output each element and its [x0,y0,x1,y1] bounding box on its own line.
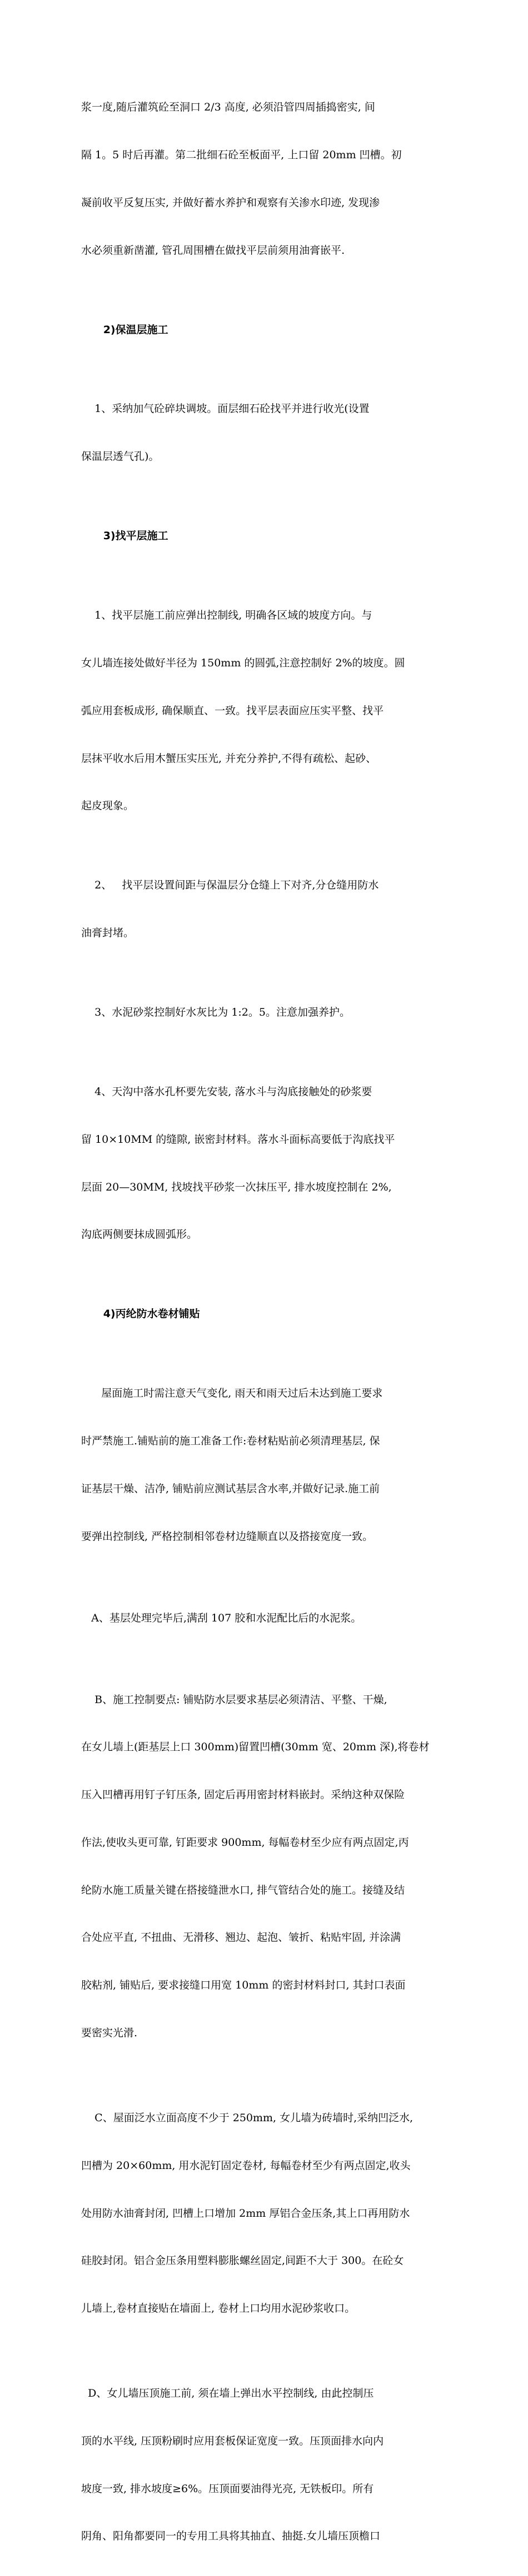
text-line: 沟底两侧要抹成圆弧形。 [81,1228,198,1241]
text-line: 硅胶封闭。铝合金压条用塑料膨胀螺丝固定,间距不大于 300。在砼女 [81,2254,404,2267]
section-heading-membrane [81,1274,450,1354]
text-line: 在女儿墙上(距基层上口 300mm)留置凹槽(30mm 宽、20mm 深),将卷材 [81,1741,430,1754]
text-line: 保温层透气孔)。 [81,450,160,463]
heading-text: 2)保温层施工 [81,323,168,336]
section-heading-insulation [81,290,450,369]
text-line: 留 10×10MM 的缝隙, 嵌密封材料。落水斗面标高要低于沟底找平 [81,1133,395,1146]
section-heading-leveling [81,496,450,576]
text-line: 弧应用套板成形, 确保顺直、一致。找平层表面应压实平整、找平 [81,704,384,717]
text-line: 3、水泥砂浆控制好水灰比为 1:2。5。注意加强养护。 [81,1006,350,1019]
text-line: 要密实光滑. [81,2027,138,2040]
heading-text: 3)找平层施工 [81,530,168,543]
text-line: 浆一度,随后灌筑砼至洞口 2/3 高度, 必须沿管四周插捣密实, 间 [81,101,375,114]
paragraph-membrane-intro [81,1354,450,1576]
text-line: 纶防水施工质量关键在搭接缝泄水口, 排气管结合处的施工。接缝及结 [81,1884,405,1896]
text-line: 屋面施工时需注意天气变化, 雨天和雨天过后未达到施工要求 [81,1387,383,1400]
paragraph-leveling-4 [81,1052,450,1274]
document-body [81,68,450,2576]
text-line: 层抹平收水后用木蟹压实压光, 并充分养护,不得有疏松、起砂、 [81,752,377,765]
text-line: 要弹出控制线, 严格控制相邻卷材边缝顺直以及搭接宽度一致。 [81,1530,373,1543]
text-line: 顶的水平线, 压顶粉刷时应用套板保证宽度一致。压顶面排水向内 [81,2434,384,2447]
text-line: 处用防水油膏封闭, 凹槽上口增加 2mm 厚铝合金压条,其上口再用防水 [81,2207,410,2220]
paragraph-leveling-1 [81,576,450,846]
paragraph-leveling-3 [81,973,450,1052]
text-line: D、女儿墙压顶施工前, 须在墙上弹出水平控制线, 由此控制压 [81,2387,374,2400]
text-line: 1、找平层施工前应弹出控制线, 明确各区域的坡度方向。与 [81,609,372,622]
text-line: B、施工控制要点: 铺贴防水层要求基层必须清洁、平整、干燥, [81,1693,387,1706]
text-line: 坡度一致, 排水坡度≥6%。压顶面要油得光亮, 无铁板印。所有 [81,2482,374,2495]
text-line: 作法,使收头更可靠, 钉距要求 900mm, 每幅卷材至少应有两点固定,丙 [81,1836,409,1849]
text-line: 油膏封堵。 [81,927,135,940]
text-line: 层面 20—30MM, 找坡找平砂浆一次抹压平, 排水坡度控制在 2%, [81,1181,392,1193]
text-line: 2、 找平层设置间距与保温层分仓缝上下对齐,分仓缝用防水 [81,879,379,892]
paragraph-leveling-2 [81,846,450,973]
text-line: 4、天沟中落水孔杯要先安装, 落水斗与沟底接触处的砂浆要 [81,1086,372,1098]
text-line: 压入凹槽再用钉子钉压条, 固定后再用密封材料嵌封。采纳这种双保险 [81,1789,405,1801]
text-line: 时严禁施工.铺贴前的施工准备工作:卷材粘贴前必须清理基层, 保 [81,1435,380,1448]
text-line: 水必须重新凿灌, 管孔周围槽在做找平层前须用油膏嵌平. [81,244,345,257]
heading-text: 4)丙纶防水卷材铺贴 [81,1308,200,1320]
text-line: 隔 1。5 时后再灌。第二批细石砼至板面平, 上口留 20mm 凹槽。初 [81,148,402,161]
paragraph-grouting [81,68,450,290]
text-line: C、屋面泛水立面高度不少于 250mm, 女儿墙为砖墙时,采纳凹泛水, [81,2112,414,2124]
paragraph-item-b [81,1660,450,2072]
text-line: 阴角、阳角都要同一的专用工具将其抽直、抽挺.女儿墙压顶檐口 [81,2530,381,2543]
text-line: 女儿墙连接处做好半径为 150mm 的圆弧,注意控制好 2%的坡度。圆 [81,656,405,669]
paragraph-insulation [81,369,450,496]
text-line: 儿墙上,卷材直接贴在墙面上, 卷材上口均用水泥砂浆收口。 [81,2302,356,2315]
text-line: A、基层处理完毕后,满刮 107 胶和水泥配比后的水泥浆。 [81,1611,362,1624]
paragraph-item-a [81,1578,450,1658]
text-line: 合处应平直, 不扭曲、无滑移、翘边、起泡、皱折、粘贴牢固, 并涂满 [81,1931,401,1944]
paragraph-item-d [81,2354,450,2576]
text-line: 胶粘剂, 铺贴后, 要求接缝口用宽 10mm 的密封材料封口, 其封口表面 [81,1979,406,1992]
text-line: 起皮现象。 [81,800,135,812]
text-line: 凝前收平反复压实, 并做好蓄水养护和观察有关渗水印迹, 发现渗 [81,196,380,209]
text-line: 凹槽为 20×60mm, 用水泥钉固定卷材, 每幅卷材至少有两点固定,收头 [81,2159,411,2172]
paragraph-item-c [81,2078,450,2348]
text-line: 证基层干燥、洁净, 铺贴前应测试基层含水率,并做好记录.施工前 [81,1482,380,1495]
text-line: 1、采纳加气砼碎块调坡。面层细石砼找平并进行收光(设置 [81,403,370,415]
